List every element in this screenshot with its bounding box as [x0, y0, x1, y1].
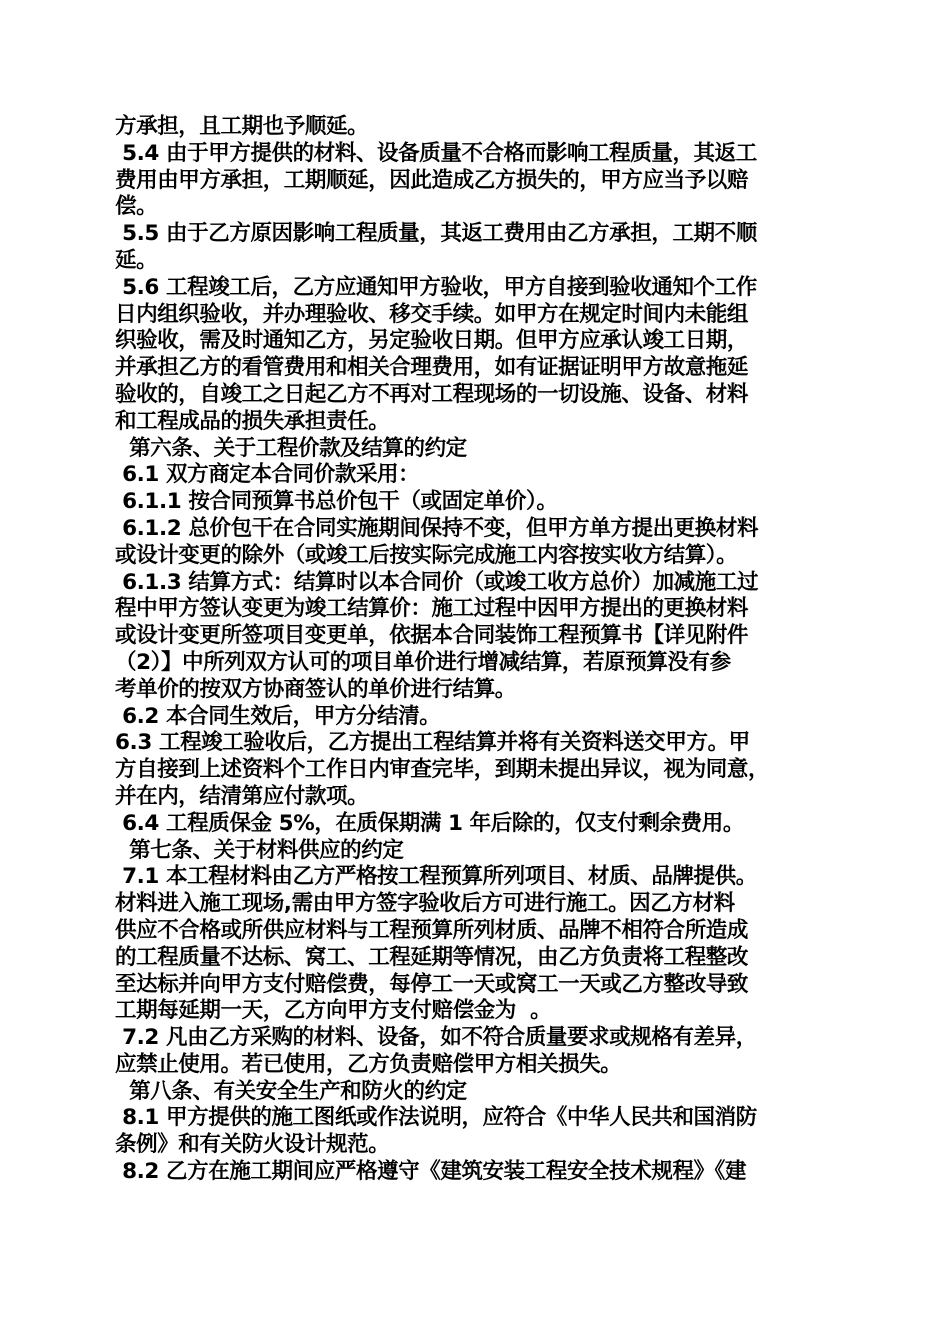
- text-line: 工期每延期一天，乙方向甲方支付赔偿金为 。: [115, 998, 552, 1024]
- text-line: 供应不合格或所供应材料与工程预算所列材质、品牌不相符合所造成: [115, 917, 749, 943]
- text-line: 和工程成品的损失承担责任。: [115, 408, 390, 434]
- clause-6-1-3-line: 6.1.3 结算方式：结算时以本合同价（或竣工收方总价）加减施工过: [115, 569, 759, 595]
- text-line: 方自接到上述资料个工作日内审查完毕，到期未提出异议，视为同意，: [115, 757, 770, 783]
- text-line: 织验收，需及时通知乙方，另定验收日期。但甲方应承认竣工日期，: [115, 328, 749, 354]
- text-line: 至达标并向甲方支付赔偿费，每停工一天或窝工一天或乙方整改导致: [115, 971, 749, 997]
- text-line: 延。: [115, 247, 158, 273]
- clause-6-1-1-line: 6.1.1 按合同预算书总价包干（或固定单价）。: [115, 489, 558, 515]
- text-line: 条例》和有关防火设计规范。: [115, 1132, 390, 1158]
- article-7-heading: 第七条、关于材料供应的约定: [115, 837, 404, 863]
- text-line: 或设计变更的除外（或竣工后按实际完成施工内容按实收方结算）。: [115, 542, 738, 568]
- clause-6-1-2-line: 6.1.2 总价包干在合同实施期间保持不变，但甲方单方提出更换材料: [115, 515, 759, 541]
- text-line: 方承担，且工期也予顺延。: [115, 114, 369, 139]
- clause-8-2-line: 8.2 乙方在施工期间应严格遵守《建筑安装工程安全技术规程》《建: [115, 1159, 747, 1185]
- article-8-heading: 第八条、有关安全生产和防火的约定: [115, 1078, 467, 1104]
- text-line: 应禁止使用。若已使用，乙方负责赔偿甲方相关损失。: [115, 1051, 622, 1077]
- contract-text: [115, 114, 845, 1186]
- text-line: 或设计变更所签项目变更单，依据本合同装饰工程预算书【详见附件: [115, 623, 749, 649]
- text-line: 并承担乙方的看管费用和相关合理费用，如有证据证明甲方故意拖延: [115, 355, 749, 381]
- clause-6-2-line: 6.2 本合同生效后，甲方分结清。: [115, 703, 441, 729]
- clause-5-6-line: 5.6 工程竣工后，乙方应通知甲方验收，甲方自接到验收通知个工作: [115, 274, 757, 300]
- text-line: （2）】中所列双方认可的项目单价进行增减结算，若原预算没有参: [115, 649, 731, 675]
- clause-6-3-line: 6.3 工程竣工验收后，乙方提出工程结算并将有关资料送交甲方。甲: [115, 730, 750, 756]
- clause-6-4-line: 6.4 工程质保金 5%，在质保期满 1 年后除的，仅支付剩余费用。: [115, 810, 744, 836]
- clause-5-5-line: 5.5 由于乙方原因影响工程质量，其返工费用由乙方承担，工期不顺: [115, 221, 757, 247]
- clause-8-1-line: 8.1 甲方提供的施工图纸或作法说明，应符合《中华人民共和国消防: [115, 1105, 757, 1131]
- text-line: 考单价的按双方协商签认的单价进行结算。: [115, 676, 516, 702]
- text-line: 偿。: [115, 194, 158, 220]
- text-line: 的工程质量不达标、窝工、工程延期等情况，由乙方负责将工程整改: [115, 944, 749, 970]
- text-line: 费用由甲方承担，工期顺延，因此造成乙方损失的，甲方应当予以赔: [115, 167, 749, 193]
- clause-6-1-line: 6.1 双方商定本合同价款采用：: [115, 462, 420, 488]
- text-line: 日内组织验收，并办理验收、移交手续。如甲方在规定时间内未能组: [115, 301, 749, 327]
- clause-7-1-line: 7.1 本工程材料由乙方严格按工程预算所列项目、材质、品牌提供。: [115, 864, 757, 890]
- clause-5-4-line: 5.4 由于甲方提供的材料、设备质量不合格而影响工程质量，其返工: [115, 140, 757, 166]
- article-6-heading: 第六条、关于工程价款及结算的约定: [115, 435, 467, 461]
- text-line: 程中甲方签认变更为竣工结算价：施工过程中因甲方提出的更换材料: [115, 596, 749, 622]
- text-line: 材料进入施工现场,需由甲方签字验收后方可进行施工。因乙方材料: [115, 891, 735, 917]
- clause-7-2-line: 7.2 凡由乙方采购的材料、设备，如不符合质量要求或规格有差异，: [115, 1025, 757, 1051]
- text-line: 验收的，自竣工之日起乙方不再对工程现场的一切设施、设备、材料: [115, 381, 749, 407]
- text-line: 并在内，结清第应付款项。: [115, 783, 369, 809]
